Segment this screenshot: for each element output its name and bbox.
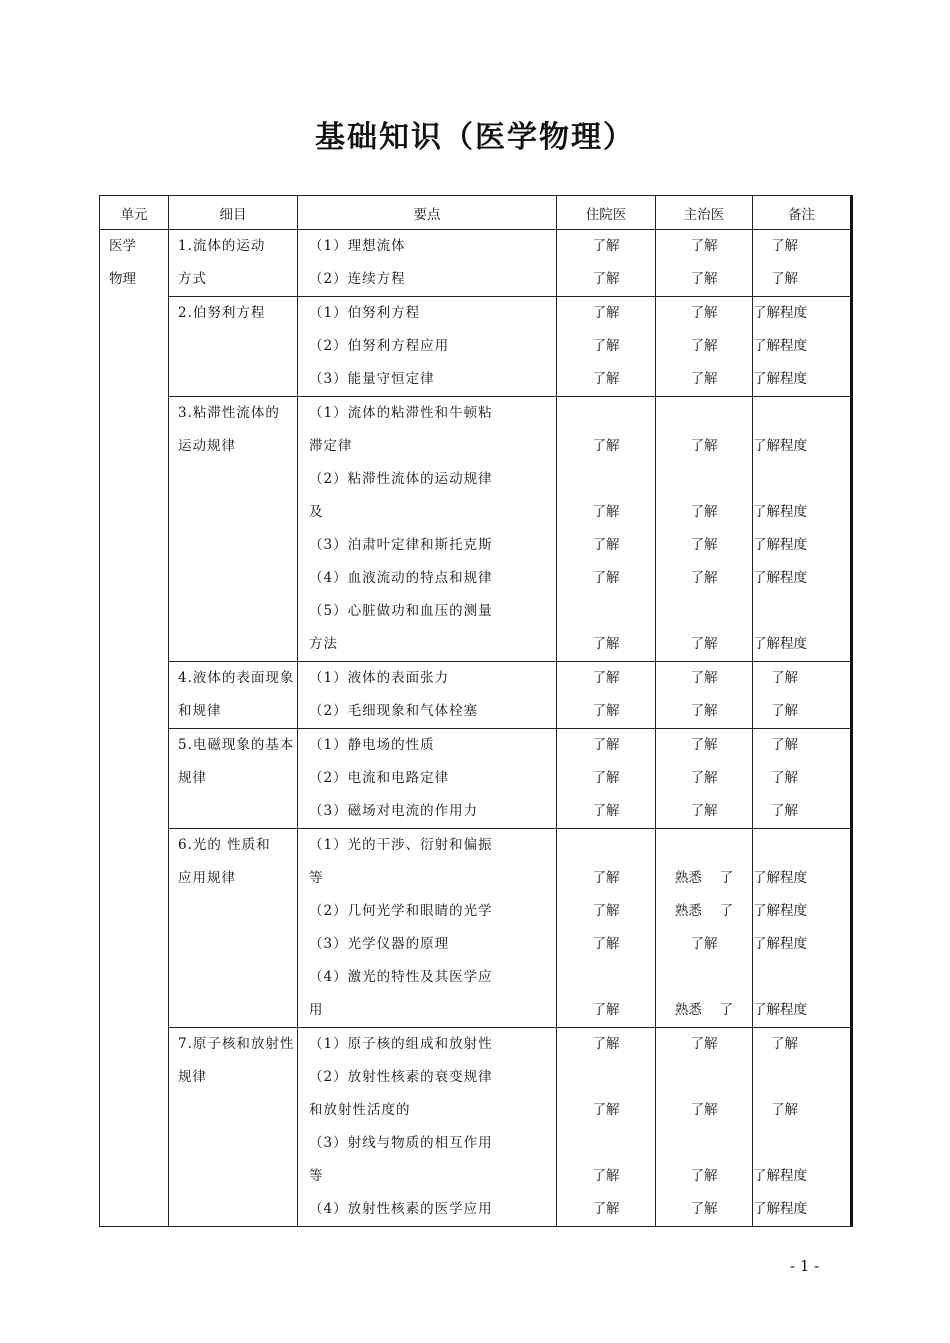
key-point-line: （2）伯努利方程应用: [309, 338, 450, 354]
resident-level: 了解: [592, 1036, 620, 1052]
key-point-line: （3）泊肃叶定律和斯托克斯: [309, 537, 493, 553]
resident-level: 了解: [592, 703, 620, 719]
resident-level: 了解: [592, 1201, 620, 1217]
resident-level: 了解: [592, 636, 620, 652]
resident-cell: [557, 1028, 656, 1227]
subitem-cell: [169, 297, 298, 397]
remark-text: 了解程度: [753, 438, 807, 454]
resident-level: 了解: [592, 438, 620, 454]
spacer-line: [557, 595, 655, 628]
subitem-line: 3.粘滞性流体的: [178, 405, 280, 421]
key-point-line: （1）光的干涉、衍射和偏振: [309, 837, 493, 853]
resident-level: 了解: [592, 338, 620, 354]
table-row: [100, 397, 852, 662]
key-point-line: （2）电流和电路定律: [309, 770, 450, 786]
remark-text: 了解程度: [753, 305, 807, 321]
resident-level: 了解: [592, 1168, 620, 1184]
resident-cell: [557, 297, 656, 397]
attending-cell: [656, 1028, 753, 1227]
spacer-line: [753, 1061, 850, 1094]
header-unit: 单元: [100, 196, 169, 230]
key-point-line: 用: [309, 1002, 324, 1018]
subitem-line: 4.液体的表面现象: [178, 670, 295, 686]
remark-text: 了解: [771, 703, 798, 719]
attending-level: 熟悉 了: [674, 903, 734, 919]
key-point-line: （3）光学仪器的原理: [309, 936, 450, 952]
remark-text: 了解: [771, 238, 798, 254]
subitem-cell: [169, 662, 298, 729]
key-point-line: （1）原子核的组成和放射性: [309, 1036, 493, 1052]
remark-text: 了解: [771, 1036, 798, 1052]
header-attending: 主治医: [656, 196, 753, 230]
key-points-cell: [298, 829, 557, 1028]
spacer-line: [557, 961, 655, 994]
key-point-line: 和放射性活度的: [309, 1102, 411, 1118]
attending-level: 了解: [690, 504, 718, 520]
attending-cell: [656, 230, 753, 297]
remark-text: 了解程度: [753, 636, 807, 652]
spacer-line: [656, 1061, 752, 1094]
subitem-cell: [169, 397, 298, 662]
attending-level: 了解: [690, 570, 718, 586]
attending-level: 了解: [690, 438, 718, 454]
remark-text: 了解: [771, 737, 798, 753]
remark-text: 了解: [771, 271, 798, 287]
table-row: [100, 829, 852, 1028]
resident-cell: [557, 729, 656, 829]
key-point-line: （3）射线与物质的相互作用: [309, 1135, 493, 1151]
attending-level: 了解: [690, 1168, 718, 1184]
attending-level: 熟悉 了: [674, 1002, 734, 1018]
spacer-line: [656, 829, 752, 862]
subitem-line: 应用规律: [178, 870, 236, 886]
key-point-line: （5）心脏做功和血压的测量: [309, 603, 493, 619]
table-body: [100, 230, 852, 1227]
attending-level: 了解: [690, 271, 718, 287]
key-point-line: （4）血液流动的特点和规律: [309, 570, 493, 586]
attending-cell: [656, 729, 753, 829]
key-point-line: （1）理想流体: [309, 238, 406, 254]
subitem-cell: [169, 1028, 298, 1227]
table-row: [100, 1028, 852, 1227]
remarks-cell: [753, 297, 852, 397]
key-point-line: （2）连续方程: [309, 271, 406, 287]
page-number: - 1 -: [790, 1257, 820, 1275]
resident-level: 了解: [592, 737, 620, 753]
spacer-line: [753, 829, 850, 862]
subitem-line: 方式: [178, 271, 207, 287]
key-point-line: （1）伯努利方程: [309, 305, 421, 321]
key-points-cell: [298, 662, 557, 729]
attending-level: 了解: [690, 537, 718, 553]
resident-level: 了解: [592, 936, 620, 952]
resident-level: 了解: [592, 903, 620, 919]
subitem-line: 2.伯努利方程: [178, 305, 266, 321]
attending-level: 了解: [690, 371, 718, 387]
remark-text: 了解: [771, 803, 798, 819]
key-point-line: 方法: [309, 636, 338, 652]
remarks-cell: [753, 829, 852, 1028]
key-point-line: （4）激光的特性及其医学应: [309, 969, 493, 985]
remark-text: 了解程度: [753, 537, 807, 553]
spacer-line: [753, 397, 850, 430]
header-subitem: 细目: [169, 196, 298, 230]
remark-text: 了解: [771, 670, 798, 686]
resident-level: 了解: [592, 271, 620, 287]
resident-level: 了解: [592, 1102, 620, 1118]
attending-level: 了解: [690, 1201, 718, 1217]
spacer-line: [753, 595, 850, 628]
key-point-line: 等: [309, 870, 324, 886]
attending-level: 了解: [690, 1102, 718, 1118]
remarks-cell: [753, 1028, 852, 1227]
resident-level: 了解: [592, 305, 620, 321]
unit-line: 医学: [109, 238, 136, 254]
key-point-line: （2）毛细现象和气体栓塞: [309, 703, 479, 719]
remark-text: 了解程度: [753, 870, 807, 886]
subitem-line: 和规律: [178, 703, 222, 719]
attending-cell: [656, 662, 753, 729]
spacer-line: [656, 1127, 752, 1160]
spacer-line: [753, 961, 850, 994]
attending-level: 了解: [690, 703, 718, 719]
attending-level: 了解: [690, 670, 718, 686]
resident-cell: [557, 397, 656, 662]
spacer-line: [557, 397, 655, 430]
key-point-line: （2）放射性核素的衰变规律: [309, 1069, 493, 1085]
subitem-line: 运动规律: [178, 438, 236, 454]
table-row: [100, 297, 852, 397]
resident-level: 了解: [592, 803, 620, 819]
spacer-line: [557, 1061, 655, 1094]
attending-level: 了解: [690, 803, 718, 819]
key-points-cell: [298, 1028, 557, 1227]
subitem-line: 7.原子核和放射性: [178, 1036, 295, 1052]
table-header-row: [100, 196, 852, 230]
table-row: [100, 662, 852, 729]
remark-text: 了解程度: [753, 936, 807, 952]
key-points-cell: [298, 230, 557, 297]
attending-level: 熟悉 了: [674, 870, 734, 886]
key-point-line: 等: [309, 1168, 324, 1184]
header-remarks: 备注: [753, 196, 852, 230]
attending-cell: [656, 297, 753, 397]
resident-level: 了解: [592, 504, 620, 520]
subitem-line: 规律: [178, 1069, 207, 1085]
unit-cell: [100, 230, 169, 1227]
table-row: [100, 230, 852, 297]
remark-text: 了解程度: [753, 504, 807, 520]
key-point-line: （3）能量守恒定律: [309, 371, 435, 387]
attending-cell: [656, 829, 753, 1028]
subitem-cell: [169, 729, 298, 829]
spacer-line: [557, 829, 655, 862]
key-point-line: 及: [309, 504, 324, 520]
remark-text: 了解程度: [753, 1201, 807, 1217]
attending-level: 了解: [690, 238, 718, 254]
key-points-cell: [298, 397, 557, 662]
remarks-cell: [753, 397, 852, 662]
key-point-line: （2）几何光学和眼睛的光学: [309, 903, 493, 919]
remarks-cell: [753, 662, 852, 729]
subitem-cell: [169, 230, 298, 297]
remark-text: 了解程度: [753, 371, 807, 387]
table-row: [100, 729, 852, 829]
remark-text: 了解: [771, 770, 798, 786]
remark-text: 了解程度: [753, 1002, 807, 1018]
key-point-line: （1）液体的表面张力: [309, 670, 450, 686]
subitem-line: 规律: [178, 770, 207, 786]
syllabus-table: [99, 195, 853, 1227]
resident-cell: [557, 829, 656, 1028]
subitem-line: 5.电磁现象的基本: [178, 737, 295, 753]
document-title: 基础知识（医学物理）: [315, 120, 635, 155]
key-points-cell: [298, 297, 557, 397]
resident-level: 了解: [592, 770, 620, 786]
key-point-line: （1）静电场的性质: [309, 737, 435, 753]
spacer-line: [557, 1127, 655, 1160]
resident-level: 了解: [592, 670, 620, 686]
subitem-cell: [169, 829, 298, 1028]
attending-level: 了解: [690, 636, 718, 652]
remark-text: 了解程度: [753, 570, 807, 586]
resident-level: 了解: [592, 1002, 620, 1018]
spacer-line: [656, 595, 752, 628]
spacer-line: [557, 463, 655, 496]
remark-text: 了解程度: [753, 338, 807, 354]
remark-text: 了解程度: [753, 1168, 807, 1184]
attending-cell: [656, 397, 753, 662]
attending-level: 了解: [690, 338, 718, 354]
subitem-line: 1.流体的运动: [178, 238, 266, 254]
key-point-line: （3）磁场对电流的作用力: [309, 803, 479, 819]
attending-level: 了解: [690, 936, 718, 952]
resident-cell: [557, 662, 656, 729]
resident-cell: [557, 230, 656, 297]
spacer-line: [656, 463, 752, 496]
attending-level: 了解: [690, 770, 718, 786]
unit-line: 物理: [109, 271, 136, 287]
resident-level: 了解: [592, 537, 620, 553]
key-points-cell: [298, 729, 557, 829]
resident-level: 了解: [592, 238, 620, 254]
resident-level: 了解: [592, 570, 620, 586]
resident-level: 了解: [592, 371, 620, 387]
spacer-line: [656, 397, 752, 430]
attending-level: 了解: [690, 737, 718, 753]
resident-level: 了解: [592, 870, 620, 886]
key-point-line: （4）放射性核素的医学应用: [309, 1201, 493, 1217]
attending-level: 了解: [690, 305, 718, 321]
remark-text: 了解程度: [753, 903, 807, 919]
attending-level: 了解: [690, 1036, 718, 1052]
key-point-line: 滞定律: [309, 438, 353, 454]
remarks-cell: [753, 729, 852, 829]
spacer-line: [656, 961, 752, 994]
subitem-line: 6.光的 性质和: [178, 837, 271, 853]
header-key-points: 要点: [298, 196, 557, 230]
remarks-cell: [753, 230, 852, 297]
spacer-line: [753, 1127, 850, 1160]
spacer-line: [753, 463, 850, 496]
key-point-line: （1）流体的粘滞性和牛顿粘: [309, 405, 493, 421]
remark-text: 了解: [771, 1102, 798, 1118]
key-point-line: （2）粘滞性流体的运动规律: [309, 471, 493, 487]
header-resident: 住院医: [557, 196, 656, 230]
